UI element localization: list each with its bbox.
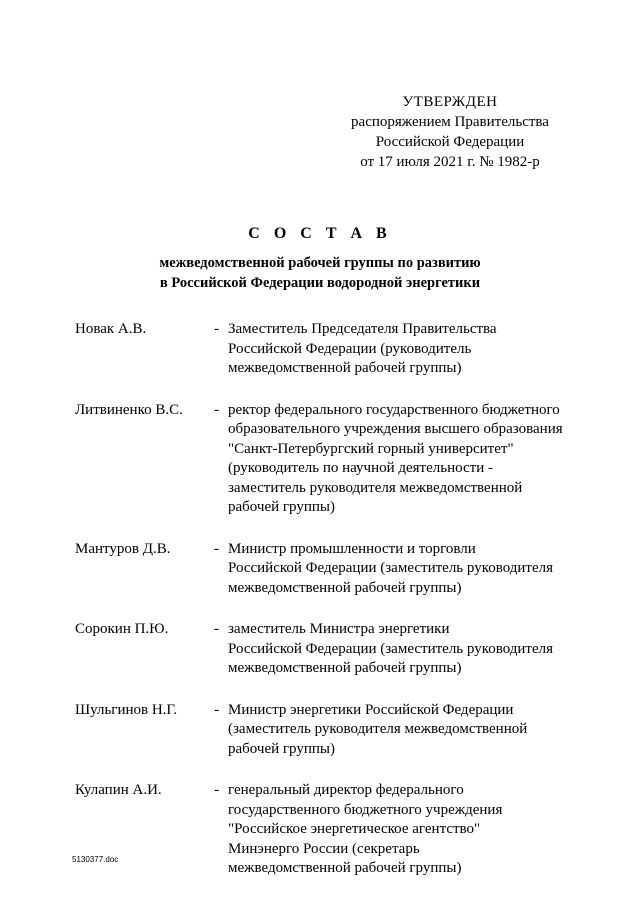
member-role-line: ректор федерального государственного бюджетного — [228, 401, 560, 418]
member-row — [75, 701, 575, 760]
member-role-line: образовательного учреждения высшего образования — [228, 421, 563, 437]
member-role-line: заместитель руководителя межведомственной — [228, 479, 523, 496]
member-role — [228, 320, 575, 379]
approval-line: Российской Федерации — [375, 134, 525, 150]
member-role-line: межведомственной рабочей группы) — [228, 360, 462, 376]
approval-stamp — [335, 92, 565, 172]
member-row — [75, 401, 575, 518]
member-role-line: Российской Федерации (руководитель — [228, 340, 472, 357]
member-role-line: генеральный директор федерального — [228, 782, 464, 798]
document-reference: 5130377.doc — [72, 855, 119, 864]
member-role-line: (заместитель руководителя межведомственной — [228, 721, 528, 737]
document-heading — [80, 225, 560, 293]
member-role-line: Российской Федерации (заместитель руководителя — [228, 560, 554, 576]
member-role — [228, 401, 575, 518]
member-role-line: заместитель Министра энергетики — [228, 621, 450, 637]
member-row — [75, 320, 575, 379]
approval-line: от 17 июля 2021 г. № 1982-р — [360, 154, 540, 170]
member-separator: - — [214, 540, 219, 557]
member-role-line: Министр энергетики Российской Федерации — [228, 701, 514, 718]
member-name: Кулапин А.И. — [75, 782, 162, 798]
member-name: Литвиненко В.С. — [75, 401, 183, 418]
member-role — [228, 781, 575, 879]
approval-line: распоряжением Правительства — [351, 114, 549, 130]
member-role-line: "Российское энергетическое агентство" — [228, 821, 481, 837]
member-role-line: "Санкт-Петербургский горный университет" — [228, 440, 514, 457]
member-name: Новак А.В. — [75, 321, 147, 337]
member-row — [75, 620, 575, 679]
document-subtitle-line: в Российской Федерации водородной энергетики — [159, 275, 481, 291]
member-role-line: межведомственной рабочей группы) — [228, 860, 462, 876]
member-separator: - — [214, 701, 219, 718]
member-role-line: Заместитель Председателя Правительства — [228, 321, 497, 337]
member-name: Шульгинов Н.Г. — [75, 701, 178, 718]
member-role-line: Российской Федерации (заместитель руководителя — [228, 640, 554, 657]
member-role — [228, 701, 575, 760]
member-row — [75, 781, 575, 879]
member-role-line: межведомственной рабочей группы) — [228, 660, 462, 676]
member-role-line: государственного бюджетного учреждения — [228, 801, 503, 818]
document-title: С О С Т А В — [248, 225, 392, 242]
member-row — [75, 540, 575, 599]
member-role — [228, 620, 575, 679]
member-role-line: рабочей группы) — [228, 499, 335, 515]
approval-title: УТВЕРЖДЕН — [402, 94, 498, 110]
member-separator: - — [214, 321, 219, 337]
member-role-line: Министр промышленности и торговли — [228, 540, 476, 557]
document-subtitle-line: межведомственной рабочей группы по развитию — [159, 255, 481, 271]
member-separator: - — [214, 782, 219, 798]
member-role-line: межведомственной рабочей группы) — [228, 579, 462, 596]
member-role-line: рабочей группы) — [228, 740, 335, 757]
member-separator: - — [214, 401, 219, 418]
members-list — [75, 320, 575, 901]
member-role-line: (руководитель по научной деятельности - — [228, 460, 493, 476]
member-name: Мантуров Д.В. — [75, 540, 171, 557]
member-role-line: Минэнерго России (секретарь — [228, 840, 420, 857]
member-separator: - — [214, 621, 219, 637]
member-role — [228, 540, 575, 599]
member-name: Сорокин П.Ю. — [75, 621, 169, 637]
